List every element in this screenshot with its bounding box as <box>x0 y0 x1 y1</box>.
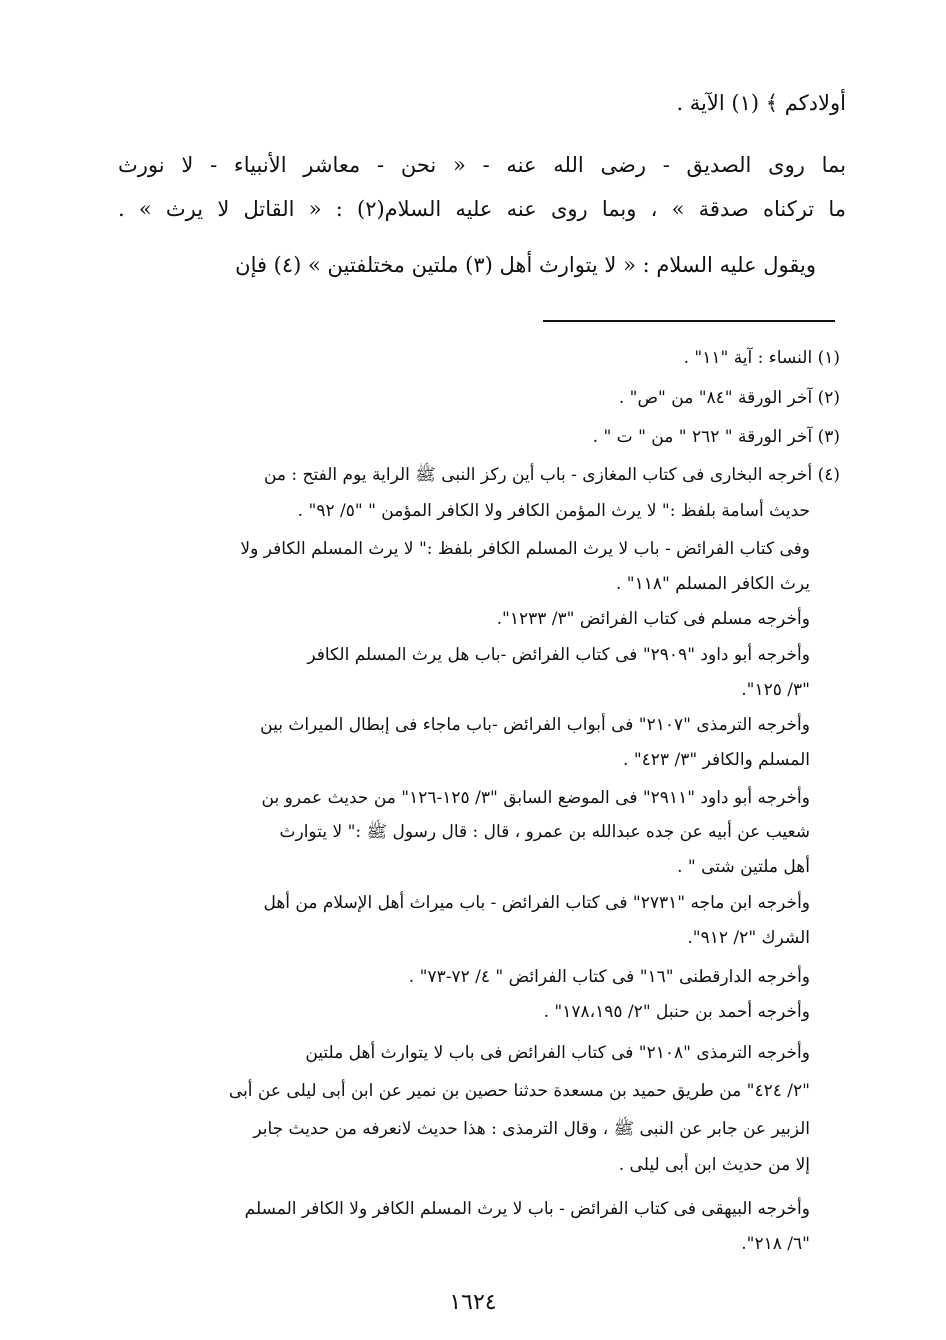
footnote-line: إلا من حديث ابن أبى ليلى . <box>618 1155 810 1175</box>
main-text-line: ويقول عليه السلام : « لا يتوارث أهل (٣) ملتين مختلفتين » (٤) فإن <box>235 253 816 277</box>
footnote-line: وأخرجه ابن ماجه "٢٧٣١" فى كتاب الفرائض - باب ميراث أهل الإسلام من أهل <box>263 893 810 913</box>
footnote-line: وفى كتاب الفرائض - باب لا يرث المسلم الكافر بلفظ :" لا يرث المسلم الكافر ولا <box>240 539 810 559</box>
footnote-line: (٣) آخر الورقة " ٢٦٢ " من " ت " . <box>592 427 840 447</box>
footnote-line: "٢/ ٤٢٤" من طريق حميد بن مسعدة حدثنا حصين بن نمير عن ابن أبى ليلى عن أبى <box>228 1081 810 1101</box>
footnote-line: وأخرجه مسلم فى كتاب الفرائض "٣/ ١٢٣٣". <box>496 609 810 629</box>
footnote-line: "٦/ ٢١٨". <box>741 1234 810 1254</box>
footnote-line: يرث الكافر المسلم "١١٨" . <box>615 574 810 594</box>
footnote-line: وأخرجه الترمذى "٢١٠٨" فى كتاب الفرائض فى باب لا يتوارث أهل ملتين <box>305 1043 810 1063</box>
main-text-line: أولادكم ﴾ (١) الآية . <box>676 91 846 115</box>
footnote-line: (٢) آخر الورقة "٨٤" من "ص" . <box>618 388 840 408</box>
footnote-separator <box>543 320 835 322</box>
main-text-line: بما روى الصديق - رضى الله عنه - « نحن - معاشر الأنبياء - لا نورث <box>118 153 846 177</box>
footnote-line: وأخرجه البيهقى فى كتاب الفرائض - باب لا يرث المسلم الكافر ولا الكافر المسلم <box>244 1199 810 1219</box>
footnote-line: "٣/ ١٢٥". <box>741 680 810 700</box>
footnote-line: حديث أسامة بلفظ :" لا يرث المؤمن الكافر ولا الكافر المؤمن " "٥/ ٩٢" . <box>297 501 810 521</box>
footnote-line: وأخرجه أبو داود "٢٩١١" فى الموضع السابق "٣/ ١٢٥-١٢٦" من حديث عمرو بن <box>261 788 810 808</box>
footnote-line: (٤) أخرجه البخارى فى كتاب المغازى - باب أين ركز النبى ﷺ الراية يوم الفتح : من <box>263 465 840 485</box>
footnote-line: (١) النساء : آية "١١" . <box>683 348 840 368</box>
footnote-line: الزبير عن جابر عن النبى ﷺ ، وقال الترمذى : هذا حديث لانعرفه من حديث جابر <box>253 1119 810 1139</box>
footnote-line: وأخرجه أبو داود "٢٩٠٩" فى كتاب الفرائض -باب هل يرث المسلم الكافر <box>307 645 810 665</box>
footnote-line: شعيب عن أبيه عن جده عبدالله بن عمرو ، قال : قال رسول ﷺ :" لا يتوارث <box>279 822 810 842</box>
main-text-line: ما تركناه صدقة » ، وبما روى عنه عليه السلام(٢) : « القاتل لا يرث » . <box>118 197 846 221</box>
footnote-line: أهل ملتين شتى " . <box>677 857 810 877</box>
footnote-line: الشرك "٢/ ٩١٢". <box>687 928 810 948</box>
footnote-line: المسلم والكافر "٣/ ٤٢٣" . <box>623 750 810 770</box>
footnote-line: وأخرجه الدارقطنى "١٦" فى كتاب الفرائض " ٤/ ٧٢-٧٣" . <box>408 967 810 987</box>
footnote-line: وأخرجه أحمد بن حنبل "٢/ ١٧٨،١٩٥" . <box>543 1002 810 1022</box>
page-number: ١٦٢٤ <box>449 1290 497 1315</box>
footnote-line: وأخرجه الترمذى "٢١٠٧" فى أبواب الفرائض -باب ماجاء فى إبطال الميراث بين <box>260 715 810 735</box>
